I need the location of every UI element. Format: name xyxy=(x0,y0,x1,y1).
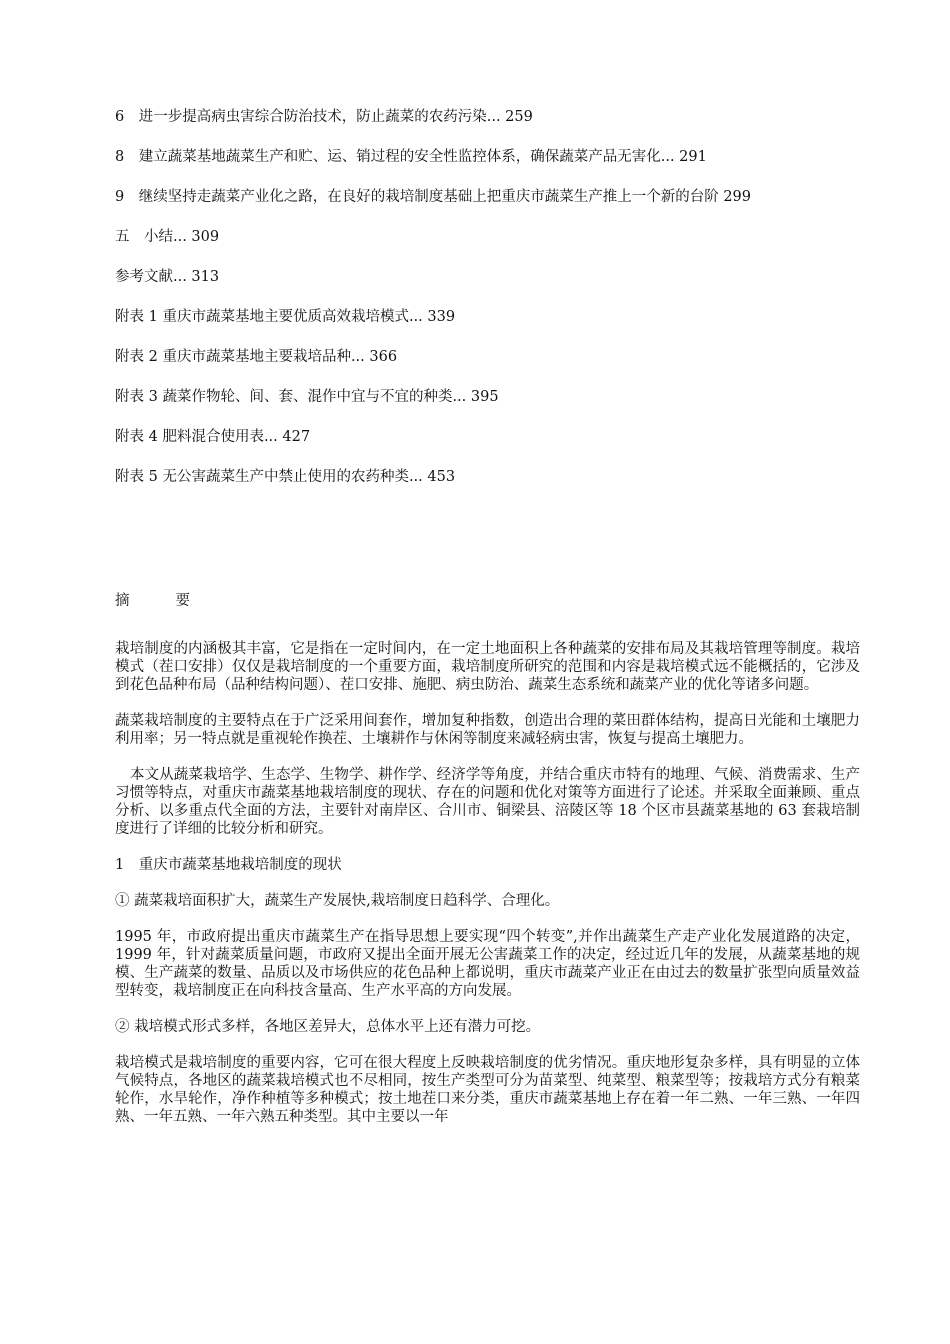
toc-item[interactable]: 6 进一步提高病虫害综合防治技术，防止蔬菜的农药污染... 259 xyxy=(115,109,533,125)
abstract-heading-left: 摘 xyxy=(115,593,130,609)
abstract-heading-right: 要 xyxy=(175,593,190,609)
toc-item[interactable]: 附表 4 肥料混合使用表... 427 xyxy=(115,429,311,445)
toc-item[interactable]: 附表 1 重庆市蔬菜基地主要优质高效栽培模式... 339 xyxy=(115,309,456,325)
toc-item[interactable]: 8 建立蔬菜基地蔬菜生产和贮、运、销过程的安全性监控体系，确保蔬菜产品无害化... 291 xyxy=(115,149,707,165)
document-page xyxy=(115,108,860,1144)
abstract-paragraph: 本文从蔬菜栽培学、生态学、生物学、耕作学、经济学等角度，并结合重庆市特有的地理、气候、消费需求、生产习惯等特点，对重庆市蔬菜基地栽培制度的现状、存在的问题和优化对策等方面进行了论述。并采取全面兼顾、重点分析、以多重点代全面的方法，主要针对南岸区、合川市、铜梁县、涪陵区等 18 个区市县蔬菜基地的 63 套栽培制度进行了详细的比较分析和研究。 xyxy=(115,767,860,837)
point-title: ② 栽培模式形式多样，各地区差异大，总体水平上还有潜力可挖。 xyxy=(115,1019,541,1035)
toc-item[interactable]: 附表 5 无公害蔬菜生产中禁止使用的农药种类... 453 xyxy=(115,469,456,485)
section-spacer xyxy=(115,508,860,592)
point-paragraph: 1995 年，市政府提出重庆市蔬菜生产在指导思想上要实现“四个转变”,并作出蔬菜生产走产业化发展道路的决定，1999 年，针对蔬菜质量问题，市政府又提出全面开展无公害蔬菜工作的决定，经过近几年的发展，从蔬菜基地的规模、生产蔬菜的数量、品质以及市场供应的花色品种上都说明，重庆市蔬菜产业正在由过去的数量扩张型向质量效益型转变，栽培制度正在向科技含量高、生产水平高的方向发展。 xyxy=(115,929,860,999)
toc-item[interactable]: 9 继续坚持走蔬菜产业化之路，在良好的栽培制度基础上把重庆市蔬菜生产推上一个新的台阶 299 xyxy=(115,189,752,205)
abstract-paragraph: 栽培制度的内涵极其丰富，它是指在一定时间内，在一定土地面积上各种蔬菜的安排布局及其栽培管理等制度。栽培模式（茬口安排）仅仅是栽培制度的一个重要方面，栽培制度所研究的范围和内容是栽培模式远不能概括的，它涉及到花色品种布局（品种结构问题）、茬口安排、施肥、病虫防治、蔬菜生态系统和蔬菜产业的优化等诸多问题。 xyxy=(115,641,860,693)
abstract-paragraph: 蔬菜栽培制度的主要特点在于广泛采用间套作，增加复种指数，创造出合理的菜田群体结构，提高日光能和土壤肥力利用率；另一特点就是重视轮作换茬、土壤耕作与休闲等制度来减轻病虫害，恢复与提高土壤肥力。 xyxy=(115,713,860,747)
section-title: 1 重庆市蔬菜基地栽培制度的现状 xyxy=(115,857,342,873)
point-paragraph: 栽培模式是栽培制度的重要内容，它可在很大程度上反映栽培制度的优劣情况。重庆地形复杂多样，具有明显的立体气候特点，各地区的蔬菜栽培模式也不尽相同，按生产类型可分为苗菜型、纯菜型、粮菜型等；按栽培方式分有粮菜轮作，水旱轮作，净作种植等多种模式；按土地茬口来分类，重庆市蔬菜基地上存在着一年二熟、一年三熟、一年四熟、一年五熟、一年六熟五种类型。其中主要以一年 xyxy=(115,1055,860,1125)
toc-item[interactable]: 参考文献... 313 xyxy=(115,269,220,285)
table-of-contents xyxy=(115,108,860,486)
toc-item[interactable]: 五 小结... 309 xyxy=(115,229,220,245)
toc-item[interactable]: 附表 3 蔬菜作物轮、间、套、混作中宜与不宜的种类... 395 xyxy=(115,389,499,405)
toc-item[interactable]: 附表 2 重庆市蔬菜基地主要栽培品种... 366 xyxy=(115,349,398,365)
abstract-heading xyxy=(115,592,860,610)
point-title: ① 蔬菜栽培面积扩大，蔬菜生产发展快,栽培制度日趋科学、合理化。 xyxy=(115,893,560,909)
